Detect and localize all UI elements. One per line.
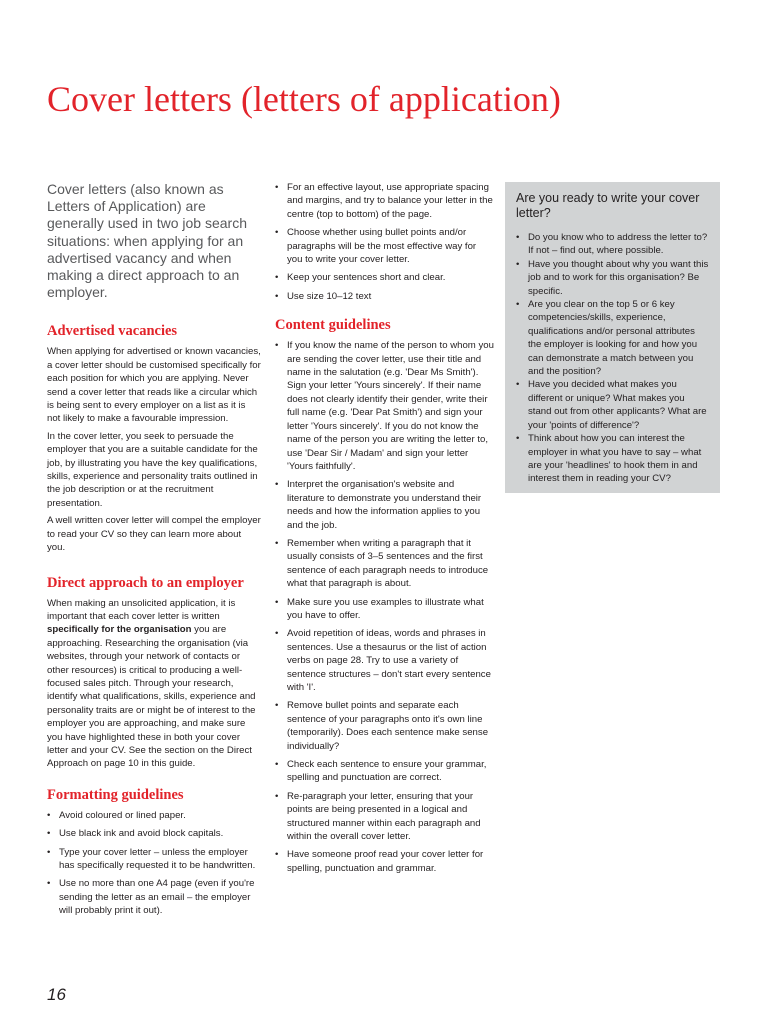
- column-middle: [275, 181, 494, 881]
- list-item: • Re-paragraph your letter, ensuring that your points are being presented in a logical and structured manner within each paragraph and within the overall cover letter.: [275, 790, 494, 844]
- formatting-list-part2: [275, 181, 494, 303]
- direct-text-start: When making an unsolicited application, it is important that each cover letter is written: [47, 597, 236, 622]
- list-item: • Avoid repetition of ideas, words and phrases in sentences. Use a thesaurus or the list of action verbs on page 28. Try to use a variety of sentence structures – don't start every sentence with 'I'.: [275, 627, 494, 694]
- content-list: [275, 339, 494, 875]
- advertised-paragraph-1: When applying for advertised or known vacancies, a cover letter should be customised specifically for each position for which you are applying. Never send a cover letter that reads like a circular which is being sent to every employer on a list as it is not likely to make a favourable impression.: [47, 346, 261, 425]
- list-item: • Have someone proof read your cover letter for spelling, punctuation and grammar.: [275, 848, 494, 875]
- page-number: 16: [47, 985, 66, 1004]
- list-item: • Interpret the organisation's website and literature to demonstrate you understand their needs and how the information applies to you and the job.: [275, 478, 494, 532]
- list-item: • Use no more than one A4 page (even if you're sending the letter as an email – the employer will probably print it out).: [47, 877, 261, 917]
- list-item: • Use size 10–12 text: [275, 290, 494, 303]
- direct-text-bold: specifically for the organisation: [47, 624, 192, 636]
- list-item: • Have you decided what makes you different or unique? What makes you stand out from other applicants? What are your 'points of difference'?: [516, 378, 710, 432]
- list-item: • Do you know who to address the letter to? If not – find out, where possible.: [516, 231, 710, 258]
- list-item: • Remember when writing a paragraph that it usually consists of 3–5 sentences and the first sentence of each paragraph needs to introduce what that paragraph is about.: [275, 537, 494, 591]
- formatting-list-part1: [47, 809, 261, 918]
- intro-paragraph: Cover letters (also known as Letters of Application) are generally used in two job search situations: when applying for an advertised vacancy and when making a direct approach to an employer.: [47, 181, 248, 301]
- list-item: • Keep your sentences short and clear.: [275, 271, 494, 284]
- advertised-paragraph-3: A well written cover letter will compel the employer to read your CV so they can learn more about you.: [47, 515, 261, 554]
- list-item: • Are you clear on the top 5 or 6 key competencies/skills, experience, qualifications and/or personal attributes the employer is looking for and how you can demonstrate a match between you and the position?: [516, 298, 710, 378]
- list-item: • Check each sentence to ensure your grammar, spelling and punctuation are correct.: [275, 758, 494, 785]
- heading-formatting-guidelines: Formatting guidelines: [47, 786, 184, 803]
- checklist-title: Are you ready to write your cover letter?: [516, 191, 700, 220]
- list-item: • Avoid coloured or lined paper.: [47, 809, 261, 822]
- page-title: Cover letters (letters of application): [47, 79, 561, 119]
- list-item: • Remove bullet points and separate each sentence of your paragraphs onto it's own line (temporarily). Does each sentence make sense individually?: [275, 699, 494, 753]
- heading-direct-approach: Direct approach to an employer: [47, 574, 244, 591]
- column-left: [47, 181, 261, 924]
- list-item: • Type your cover letter – unless the employer has specifically requested it to be handwritten.: [47, 846, 261, 873]
- heading-advertised-vacancies: Advertised vacancies: [47, 323, 178, 340]
- list-item: • If you know the name of the person to whom you are sending the cover letter, use their title and name in the salutation (e.g. 'Dear Ms Smith'). Sign your letter 'Yours sincerely'. If their name does not clearly identify their gender, write their full name (e.g. 'Dear Pat Smith') and sign your letter 'Yours sincerely'. If you do not know the name of the person you are writing the letter to, use 'Dear Sir / Madam' and sign your letter 'Yours faithfully'.: [275, 339, 494, 473]
- checklist-box: [505, 182, 720, 493]
- list-item: • For an effective layout, use appropriate spacing and margins, and try to balance your letter in the centre (top to bottom) of the page.: [275, 181, 494, 221]
- list-item: • Choose whether using bullet points and/or paragraphs will be the most effective way for you to write your cover letter.: [275, 226, 494, 266]
- checklist-list: [516, 231, 710, 486]
- heading-content-guidelines: Content guidelines: [275, 317, 391, 334]
- list-item: • Use black ink and avoid block capitals.: [47, 827, 261, 840]
- list-item: • Make sure you use examples to illustrate what you have to offer.: [275, 596, 494, 623]
- direct-approach-paragraph: [47, 597, 261, 771]
- list-item: • Think about how you can interest the employer in what you have to say – what are your 'headlines' to hook them in and interest them in reading your CV?: [516, 432, 710, 486]
- direct-text-end: you are approaching. Researching the organisation (via websites, through your network of contacts or other resources) is critical to producing a well-focused sales pitch. Through your research, identify what qualifications, skills, experience and personality traits are or might be of interest to the employer you are approaching, and make sure you have highlighted these in both your cover letter and your CV. See the section on the Direct Approach on page 10 in this guide.: [47, 624, 256, 770]
- list-item: • Have you thought about why you want this job and to work for this organisation? Be specific.: [516, 258, 710, 298]
- advertised-paragraph-2: In the cover letter, you seek to persuade the employer that you are a suitable candidate for the job, by illustrating you have the key qualifications, skills, experience and personality traits outlined in the job description or at the recruitment presentation.: [47, 430, 258, 509]
